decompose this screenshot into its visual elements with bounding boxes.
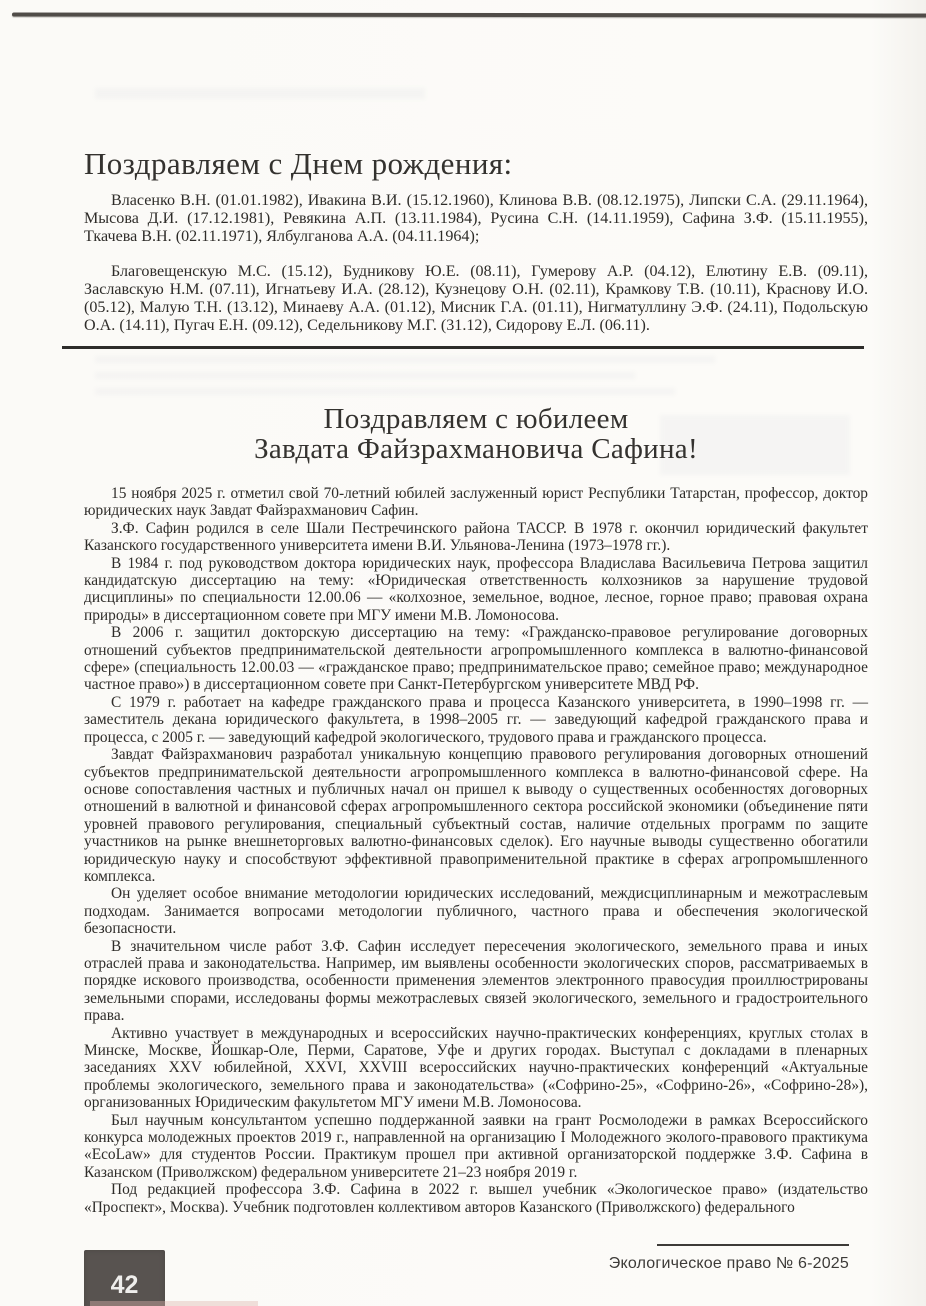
jubilee-section-title (84, 404, 868, 464)
article-paragraph: Был научным консультантом успешно поддержанной заявки на грант Росмолодежи в рамках Всероссийского конкурса молодежных проектов 2019 г., направленной на организацию I Молодежного эколого-правового практикума «EcoLaw» для студентов России. Практикум прошел при активной организаторской поддержке З.Ф. Сафина в Казанском (Приволжском) федеральном университете 21–23 ноября 2019 г. (84, 1111, 868, 1181)
footer-journal-reference (609, 1244, 849, 1273)
scan-edge-artifact (90, 1301, 258, 1306)
article-paragraph: Активно участвует в международных и всероссийских научно-практических конференциях, круглых столах в Минске, Москве, Йошкар-Оле, Перми, Саратове, Уфе и других городах. Выступал с докладами в пленарных заседаниях XXV юбилейной, XXVI, XXVIII всероссийских научно-практических конференций «Актуальные проблемы экологического, земельного права и законодательства» («Софрино-25», «Софрино-26», «Софрино-28»), организованных Юридическим факультетом МГУ имени М.В. Ломоносова. (84, 1024, 868, 1112)
birthday-section-title: Поздравляем с Днем рождения: (84, 146, 513, 181)
jubilee-article (84, 485, 868, 1216)
article-paragraph: В 2006 г. защитил докторскую диссертацию на тему: «Гражданско-правовое регулирование договорных отношений субъектов предпринимательской деятельности агропромышленного комплекса в валютно-финансовой сфере» (специальность 12.00.03 — «гражданское право; предпринимательское право; семейное право; международное частное право») в диссертационном совете при Санкт-Петербургском университете МВД РФ. (84, 624, 868, 694)
article-paragraph: С 1979 г. работает на кафедре гражданского права и процесса Казанского университета, в 1990–1998 гг. — заместитель декана юридического факультета, в 1998–2005 гг. — заведующий кафедрой гражданского права и процесса, с 2005 г. — заведующий кафедрой экологического, трудового права и гражданского процесса. (84, 693, 868, 746)
jubilee-title-line-2: Завдата Файзрахмановича Сафина! (254, 433, 698, 465)
footer-journal-rule (657, 1244, 849, 1246)
article-paragraph: В значительном числе работ З.Ф. Сафин исследует пересечения экологического, земельного права и иных отраслей права и законодательства. Например, им выявлены особенности экологических споров, рассматриваемых в порядке искового производства, особенности применения элементов электронного правосудия проиллюстрированы земельными спорами, исследованы формы межотраслевых связей экологического, земельного и градостроительного права. (84, 937, 868, 1025)
article-paragraph: 15 ноября 2025 г. отметил свой 70-летний юбилей заслуженный юрист Республики Татарстан, профессор, доктор юридических наук Завдат Файзрахманович Сафин. (84, 485, 868, 520)
article-paragraph: В 1984 г. под руководством доктора юридических наук, профессора Владислава Васильевича Петрова защитил кандидатскую диссертацию на тему: «Юридическая ответственность колхозников за нарушение трудовой дисциплины» по специальности 12.00.06 — «колхозное, земельное, водное, лесное, горное право; правовая охрана природы» в диссертационном совете при МГУ имени М.В. Ломоносова. (84, 554, 868, 624)
page-content (84, 0, 868, 1216)
article-paragraph: З.Ф. Сафин родился в селе Шали Пестречинского района ТАССР. В 1978 г. окончил юридический факультет Казанского государственного университета имени В.И. Ульянова-Ленина (1973–1978 гг.). (84, 519, 868, 555)
page-number-label: 42 (110, 1270, 139, 1299)
jubilee-title-line-1: Поздравляем с юбилеем (323, 403, 629, 435)
article-paragraph: Он уделяет особое внимание методологии юридических исследований, междисциплинарным и межотраслевым подходам. Занимается вопросами методологии публичного, частного права и обеспечения экологической безопасности. (84, 885, 868, 938)
section-divider-rule (62, 346, 864, 349)
birthday-names-with-years-paragraph: Власенко В.Н. (01.01.1982), Ивакина В.И. (15.12.1960), Клинова В.В. (08.12.1975), Липски С.А. (29.11.1964), Мысова Д.И. (17.12.1981), Ревякина А.П. (13.11.1984), Русина С.Н. (14.11.1959), Сафина З.Ф. (15.11.1955), Ткачева В.Н. (02.11.1971), Ялбулганова А.А. (04.11.1964); (84, 192, 868, 245)
article-paragraph: Завдат Файзрахманович разработал уникальную концепцию правового регулирования договорных отношений субъектов предпринимательской деятельности агропромышленного комплекса в валютно-финансовой сфере. На основе сопоставления частных и публичных начал он пришел к выводу о существенных особенностях договорных отношений в валютной и финансовой сферах агропромышленного сектора российской экономики (объединение пяти уровней правового регулирования, специальный субъектный состав, наличие отдельных программ по защите участников на рынке внешнеторговых валютно-финансовых сделок). Его научные выводы существенно обогатили юридическую науку и способствуют эффективной правоприменительной практике в сферах агропромышленного комплекса. (84, 746, 868, 885)
footer-page-number-badge (84, 1250, 165, 1306)
birthday-names-with-dates-paragraph: Благовещенскую М.С. (15.12), Будникову Ю.Е. (08.11), Гумерову А.Р. (04.12), Елютину Е.В. (09.11), Заславскую Н.М. (07.11), Игнатьеву И.А. (28.12), Кузнецову О.Н. (02.11), Крамкову Т.В. (10.11), Краснову И.О. (05.12), Малую Т.Н. (13.12), Минаеву А.А. (01.12), Мисник Г.А. (01.11), Нигматуллину Э.Ф. (24.11), Подольскую О.А. (14.11), Пугач Е.Н. (09.12), Седельникову М.Г. (31.12), Сидорову Е.Л. (06.11). (84, 263, 868, 334)
article-paragraph: Под редакцией профессора З.Ф. Сафина в 2022 г. вышел учебник «Экологическое право» (издательство «Проспект», Москва). Учебник подготовлен коллективом авторов Казанского (Приволжского) федерального (84, 1181, 868, 1216)
footer-journal-title: Экологическое право № 6-2025 (608, 1255, 849, 1272)
